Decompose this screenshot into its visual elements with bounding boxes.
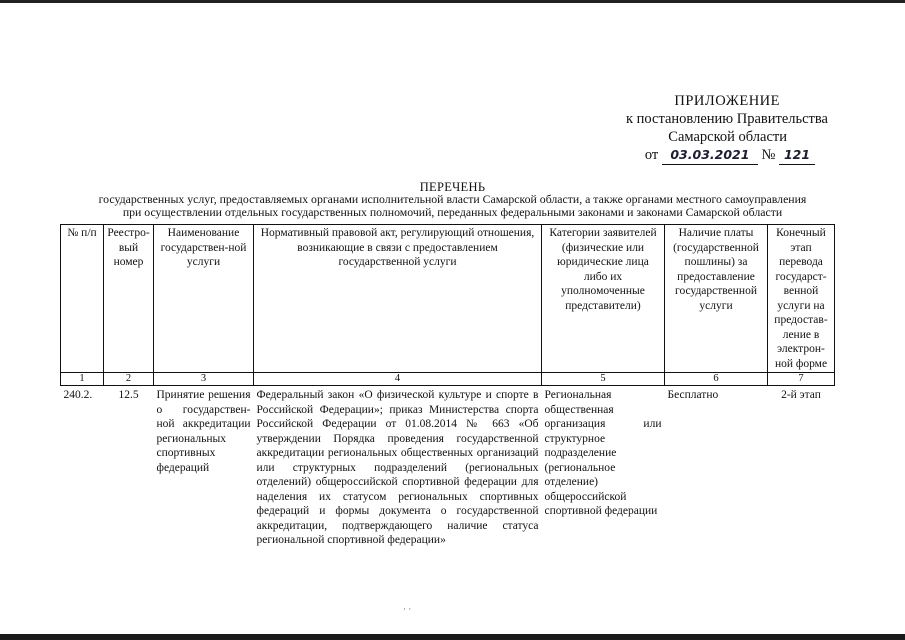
header-service-name: Наименование государствен-ной услуги [154, 225, 254, 373]
row-num: 240.2. [63, 389, 93, 401]
handwritten-number: 121 [779, 146, 815, 165]
scan-bottom-edge [0, 634, 905, 640]
column-number: 4 [254, 373, 542, 386]
appendix-region: Самарской области [668, 129, 787, 145]
appendix-date-line [560, 146, 900, 165]
subtitle-line-2: при осуществлении отдельных государственных полномочий, переданных федеральными законами и законами Самарской области [122, 205, 783, 219]
column-number: 7 [768, 373, 835, 386]
column-number: 2 [104, 373, 154, 386]
header-final-stage: Конечный этап перевода государст-венной услуги на предостав-ление в электрон-ной форме [768, 225, 835, 373]
appendix-heading: ПРИЛОЖЕНИЕ [674, 93, 780, 109]
header-fee: Наличие платы (государственной пошлины) за предоставление государственной услуги [665, 225, 768, 373]
table-row [61, 386, 835, 550]
column-number: 5 [542, 373, 665, 386]
document-subtitle [0, 193, 905, 219]
column-number: 3 [154, 373, 254, 386]
scan-speck: · · [403, 604, 412, 614]
appendix-decree-ref: к постановлению Правительства [626, 111, 828, 127]
row-service-name: Принятие решения о государствен-ной аккредитации региональных спортивных федераций [156, 389, 251, 474]
appendix-block [560, 92, 900, 165]
subtitle-line-1: государственных услуг, предоставляемых органами исполнительной власти Самарской области, а также органами местного самоуправления [98, 192, 807, 206]
row-registry-number: 12.5 [118, 389, 139, 401]
services-table [60, 224, 835, 550]
handwritten-date: 03.03.2021 [662, 146, 758, 165]
number-label: № [761, 147, 776, 163]
column-number: 1 [61, 373, 104, 386]
table-header-row [61, 225, 835, 373]
from-label: от [644, 147, 659, 163]
header-registry-number: Реестро-вый номер [104, 225, 154, 373]
document-title: ПЕРЕЧЕНЬ [419, 180, 486, 194]
header-num: № п/п [61, 225, 104, 373]
row-legal-act: Федеральный закон «О физической культуре и спорте в Российской Федерации»; приказ Министерства спорта Российской Федерации от 01.08.2014 № 663 «Об утверждении Порядка проведения государственной аккредитации региональных общественных организаций или структурных подразделений (региональных отделений) общероссийской спортивной федерации для наделения их статусом региональных спортивных федераций и формы документа о государственной аккредитации, подтверждающего наличие статуса региональной спортивной федерации» [256, 389, 539, 546]
column-numbers-row [61, 373, 835, 386]
row-final-stage: 2-й этап [781, 389, 821, 401]
scan-top-edge [0, 0, 905, 3]
header-legal-act: Нормативный правовой акт, регулирующий отношения, возникающие в связи с предоставлением государственной услуги [254, 225, 542, 373]
row-fee: Бесплатно [667, 389, 719, 401]
row-applicant-category: Региональная общественная организация или структурное подразделение (региональное отделение) общероссийской спортивной федерации [544, 389, 662, 517]
column-number: 6 [665, 373, 768, 386]
header-applicant-category: Категории заявителей (физические или юридические лица либо их уполномоченные представители) [542, 225, 665, 373]
